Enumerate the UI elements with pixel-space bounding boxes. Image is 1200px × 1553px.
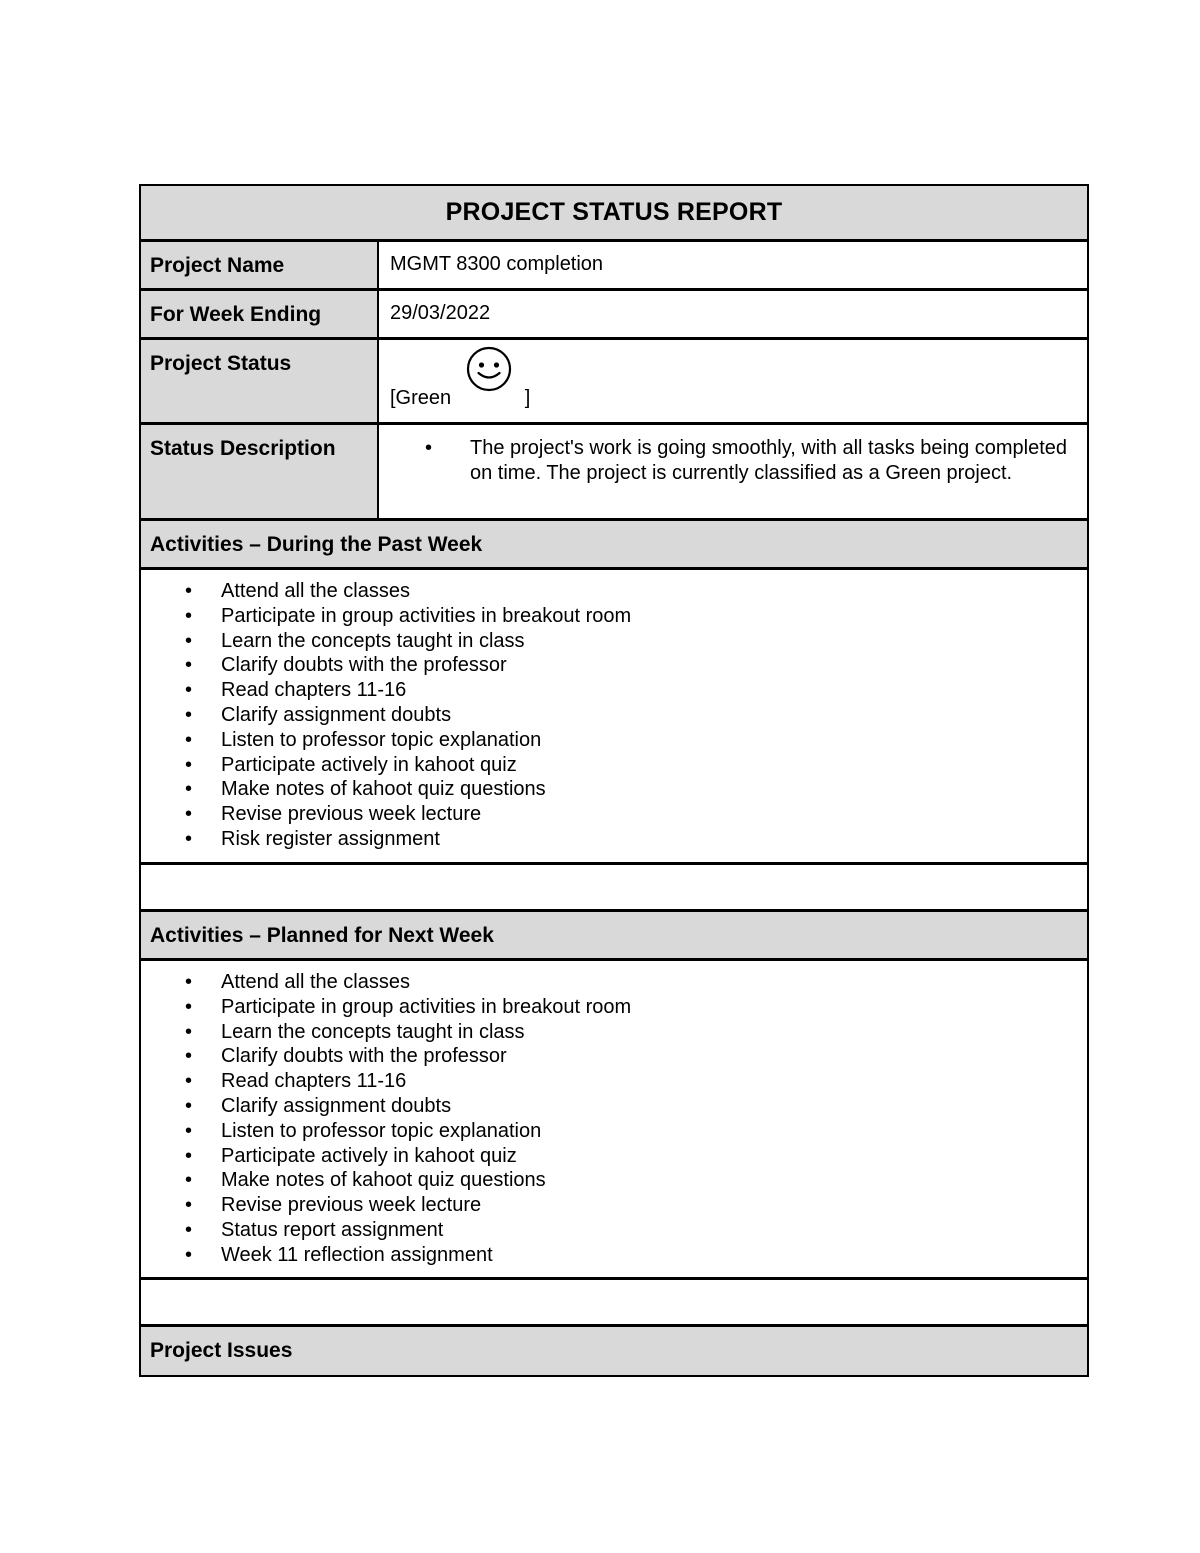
list-item: • Participate in group activities in breakout room xyxy=(185,604,631,629)
project-name-row xyxy=(141,242,1087,291)
project-status-value xyxy=(390,387,1087,410)
list-item: • Participate actively in kahoot quiz xyxy=(185,753,631,778)
list-item: • Clarify assignment doubts xyxy=(185,1094,631,1119)
blank-row xyxy=(141,1280,1087,1327)
next-week-list xyxy=(185,970,631,1277)
week-ending-label: For Week Ending xyxy=(141,291,379,337)
past-week-list xyxy=(185,579,631,862)
project-issues-heading: Project Issues xyxy=(141,1327,1087,1375)
past-week-heading: Activities – During the Past Week xyxy=(141,521,1087,570)
list-item: • Participate actively in kahoot quiz xyxy=(185,1144,631,1169)
list-item: • Attend all the classes xyxy=(185,579,631,604)
project-name-value: MGMT 8300 completion xyxy=(379,242,1087,288)
status-description-cell xyxy=(379,425,1087,518)
status-report-table xyxy=(139,184,1089,1377)
status-description-row xyxy=(141,425,1087,521)
list-item: • Clarify assignment doubts xyxy=(185,703,631,728)
status-description-list xyxy=(390,436,1087,486)
project-status-label: Project Status xyxy=(141,340,379,422)
list-item: • The project's work is going smoothly, with all tasks being completed on time. The project is currently classified as a Green project. xyxy=(425,436,1087,486)
list-item: • Learn the concepts taught in class xyxy=(185,1020,631,1045)
week-ending-value: 29/03/2022 xyxy=(379,291,1087,337)
list-item: • Learn the concepts taught in class xyxy=(185,629,631,654)
project-status-row xyxy=(141,340,1087,425)
status-open-text: [Green xyxy=(390,387,452,409)
list-item: • Make notes of kahoot quiz questions xyxy=(185,1168,631,1193)
list-item: • Read chapters 11-16 xyxy=(185,678,631,703)
project-status-cell xyxy=(379,340,1087,422)
list-item: • Clarify doubts with the professor xyxy=(185,653,631,678)
list-item: • Listen to professor topic explanation xyxy=(185,728,631,753)
smiley-face-icon xyxy=(466,346,512,392)
next-week-heading: Activities – Planned for Next Week xyxy=(141,912,1087,961)
list-item: • Revise previous week lecture xyxy=(185,1193,631,1218)
report-title: PROJECT STATUS REPORT xyxy=(445,198,783,226)
list-item: • Week 11 reflection assignment xyxy=(185,1243,631,1268)
week-ending-row xyxy=(141,291,1087,340)
list-item: • Status report assignment xyxy=(185,1218,631,1243)
project-name-label: Project Name xyxy=(141,242,379,288)
status-description-label: Status Description xyxy=(141,425,379,518)
list-item: • Listen to professor topic explanation xyxy=(185,1119,631,1144)
list-item: • Participate in group activities in breakout room xyxy=(185,995,631,1020)
list-item: • Attend all the classes xyxy=(185,970,631,995)
list-item: • Risk register assignment xyxy=(185,827,631,852)
list-item: • Read chapters 11-16 xyxy=(185,1069,631,1094)
blank-row xyxy=(141,865,1087,912)
past-week-activities xyxy=(141,570,1087,865)
list-item: • Revise previous week lecture xyxy=(185,802,631,827)
list-item: • Make notes of kahoot quiz questions xyxy=(185,777,631,802)
list-item: • Clarify doubts with the professor xyxy=(185,1044,631,1069)
title-row xyxy=(141,186,1087,242)
next-week-activities xyxy=(141,961,1087,1280)
status-close-text: ] xyxy=(524,387,531,409)
